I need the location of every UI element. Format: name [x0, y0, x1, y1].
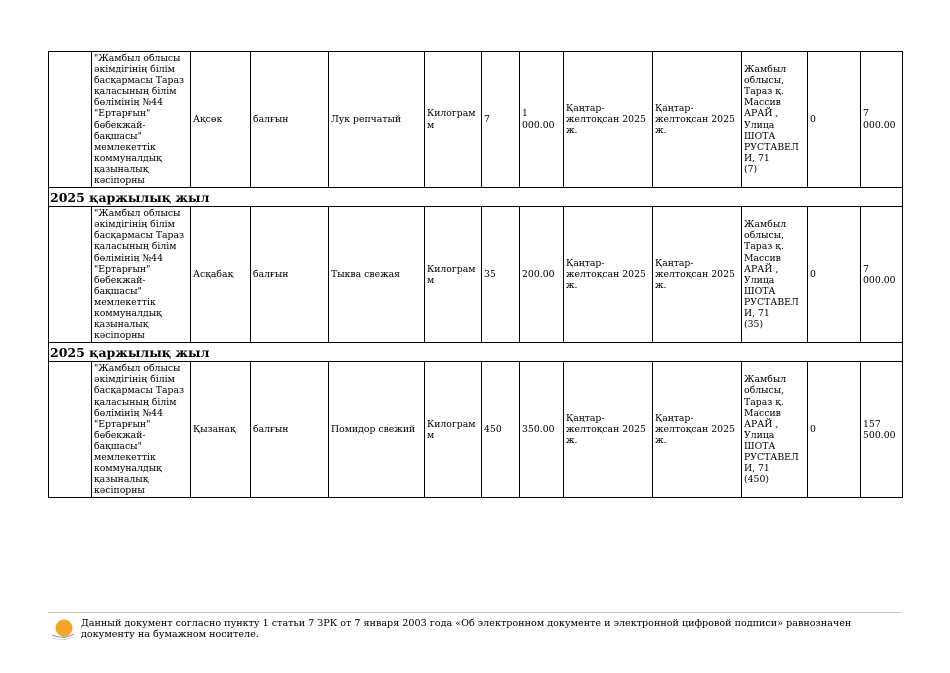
price-cell: 350.00 — [520, 362, 564, 498]
table-row — [49, 52, 903, 188]
period-cell: Қаңтар-желтоқсан 2025 ж. — [564, 207, 653, 343]
legal-notice: Данный документ согласно пункту 1 статьи 7 ЗРК от 7 января 2003 года «Об электронном документе и электронной цифровой подписи» равнозначен документу на бумажном носителе. — [81, 618, 852, 641]
egov-sun-logo-icon — [51, 617, 75, 641]
item-name-kz-cell: Ақсөк — [191, 52, 251, 188]
advance-cell: 0 — [808, 207, 861, 343]
item-subject-cell: балғын — [251, 207, 329, 343]
sum-cell: 7 000.00 — [861, 52, 903, 188]
unit-cell: Килограмм — [425, 52, 482, 188]
delivery-address-cell: Жамбыл облысы, Тараз қ. Массив АРАЙ , Улица ШОТА РУСТАВЕЛИ, 71 (450) — [742, 362, 808, 498]
period-cell: Қаңтар-желтоқсан 2025 ж. — [564, 52, 653, 188]
document-footer — [48, 612, 902, 641]
sum-cell: 7 000.00 — [861, 207, 903, 343]
delivery-period-cell: Қаңтар-желтоқсан 2025 ж. — [653, 52, 742, 188]
row-number-cell — [49, 362, 92, 498]
item-name-ru-cell: Помидор свежий — [329, 362, 425, 498]
year-label: 2025 қаржылық жыл — [49, 343, 903, 362]
delivery-address-cell: Жамбыл облысы, Тараз қ. Массив АРАЙ , Улица ШОТА РУСТАВЕЛИ, 71 (7) — [742, 52, 808, 188]
item-subject-cell: балғын — [251, 52, 329, 188]
table-row — [49, 207, 903, 343]
item-name-ru-cell: Тыква свежая — [329, 207, 425, 343]
quantity-cell: 35 — [482, 207, 520, 343]
sum-cell: 157 500.00 — [861, 362, 903, 498]
quantity-cell: 7 — [482, 52, 520, 188]
row-number-cell — [49, 52, 92, 188]
customer-cell: "Жамбыл облысы әкімдігінің білім басқармасы Тараз қаласының білім бөлімінің №44 "Ертарғын" бөбекжай-бақшасы" мемлекеттік коммуналдық қазыналық кәсіпорны — [92, 362, 191, 498]
delivery-period-cell: Қаңтар-желтоқсан 2025 ж. — [653, 362, 742, 498]
table-row — [49, 362, 903, 498]
price-cell: 1 000.00 — [520, 52, 564, 188]
customer-cell: "Жамбыл облысы әкімдігінің білім басқармасы Тараз қаласының білім бөлімінің №44 "Ертарғын" бөбекжай-бақшасы" мемлекеттік коммуналдық қазыналық кәсіпорны — [92, 207, 191, 343]
unit-cell: Килограмм — [425, 207, 482, 343]
delivery-period-cell: Қаңтар-желтоқсан 2025 ж. — [653, 207, 742, 343]
item-name-kz-cell: Қызанақ — [191, 362, 251, 498]
procurement-table — [48, 51, 903, 498]
advance-cell: 0 — [808, 362, 861, 498]
quantity-cell: 450 — [482, 362, 520, 498]
year-label: 2025 қаржылық жыл — [49, 188, 903, 207]
delivery-address-cell: Жамбыл облысы, Тараз қ. Массив АРАЙ , Улица ШОТА РУСТАВЕЛИ, 71 (35) — [742, 207, 808, 343]
period-cell: Қаңтар-желтоқсан 2025 ж. — [564, 362, 653, 498]
advance-cell: 0 — [808, 52, 861, 188]
unit-cell: Килограмм — [425, 362, 482, 498]
item-name-ru-cell: Лук репчатый — [329, 52, 425, 188]
item-name-kz-cell: Асқабақ — [191, 207, 251, 343]
item-subject-cell: балғын — [251, 362, 329, 498]
year-row — [49, 343, 903, 362]
year-row — [49, 188, 903, 207]
price-cell: 200.00 — [520, 207, 564, 343]
row-number-cell — [49, 207, 92, 343]
customer-cell: "Жамбыл облысы әкімдігінің білім басқармасы Тараз қаласының білім бөлімінің №44 "Ертарғын" бөбекжай-бақшасы" мемлекеттік коммуналдық қазыналық кәсіпорны — [92, 52, 191, 188]
